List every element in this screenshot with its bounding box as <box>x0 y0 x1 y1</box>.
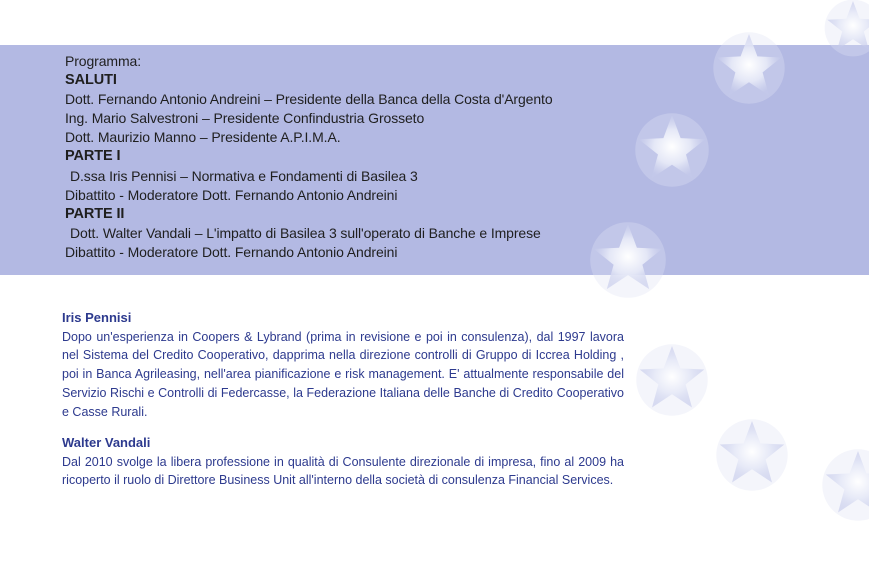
bio-iris-pennisi <box>62 309 624 421</box>
bio-text: Dal 2010 svolge la libera professione in qualità di Consulente direzionale di impresa, fino al 2009 ha ricoperto il ruolo di Direttore Business Unit all'interno della società di consulenza Financial Services. <box>62 454 624 488</box>
saluti-heading: SALUTI <box>65 72 117 89</box>
bio-text: Dopo un'esperienza in Coopers & Lybrand (prima in revisione e poi in consulenza), dal 1997 lavora nel Sistema del Credito Cooperativo, dapprima nella direzione controlli di Gruppo di Iccrea Holding , poi in Banca Agrileasing, nell'area pianificazione e risk management. E' attualmente responsabile del Servizio Rischi e Controlli di Federcasse, la Federazione Italiana delle Banche di Credito Cooperativo e Casse Rurali. <box>62 329 624 419</box>
program-intro: Programma: <box>65 53 142 69</box>
saluti-item: Dott. Fernando Antonio Andreini – Presidente della Banca della Costa d'Argento <box>65 91 553 108</box>
bio-name: Iris Pennisi <box>62 310 132 325</box>
parte1-item: D.ssa Iris Pennisi – Normativa e Fondamenti di Basilea 3 <box>70 167 418 184</box>
parte1-heading: PARTE I <box>65 148 121 165</box>
bio-name: Walter Vandali <box>62 435 151 450</box>
parte1-item: Dibattito - Moderatore Dott. Fernando Antonio Andreini <box>65 186 398 203</box>
parte2-item: Dott. Walter Vandali – L'impatto di Basilea 3 sull'operato di Banche e Imprese <box>70 224 541 241</box>
parte2-item: Dibattito - Moderatore Dott. Fernando Antonio Andreini <box>65 243 398 260</box>
saluti-item: Ing. Mario Salvestroni – Presidente Confindustria Grosseto <box>65 110 425 127</box>
parte2-heading: PARTE II <box>65 205 125 222</box>
bio-walter-vandali <box>62 434 624 490</box>
program-schedule <box>65 52 553 262</box>
saluti-item: Dott. Maurizio Manno – Presidente A.P.I.M.A. <box>65 129 341 146</box>
